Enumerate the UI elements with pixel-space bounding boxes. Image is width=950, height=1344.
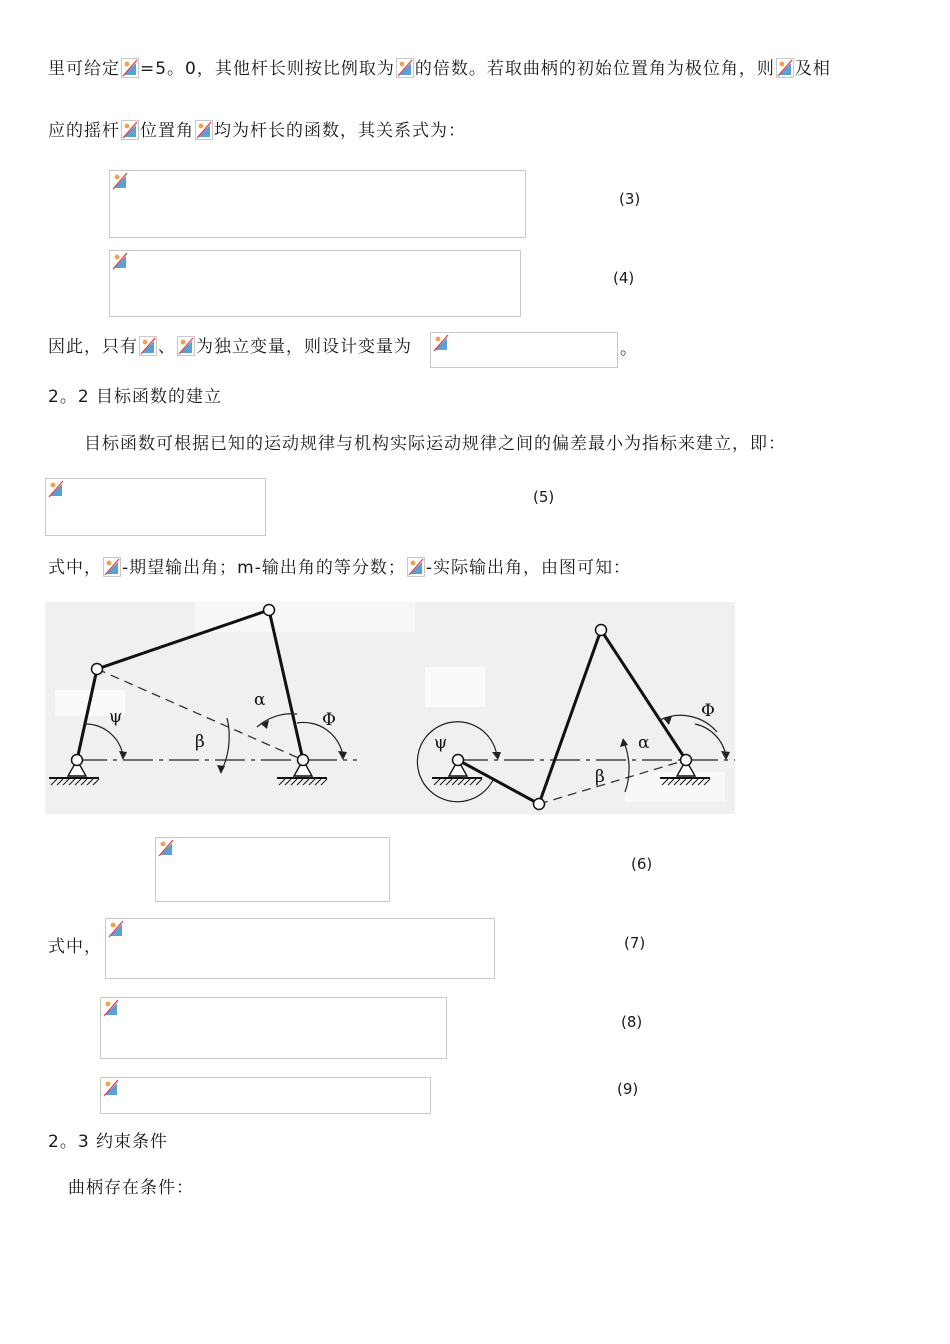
text-segment: 因此，只有 [48, 337, 138, 357]
equation-image-7 [105, 918, 495, 979]
psi-label: ψ [434, 733, 448, 753]
broken-image-icon [112, 252, 128, 270]
broken-image-icon [139, 336, 157, 356]
broken-image-icon [121, 58, 139, 78]
broken-image-icon [776, 58, 794, 78]
para4-line: 式中， [48, 937, 102, 957]
text-segment: 的倍数。若取曲柄的初始位置角为极位角，则 [414, 59, 775, 79]
alpha-label: α [638, 733, 650, 753]
broken-image-icon [407, 557, 425, 577]
equation-number-7: (7) [624, 934, 646, 952]
broken-image-icon [108, 920, 124, 938]
broken-image-icon [396, 58, 414, 78]
phi-label: Φ [322, 710, 336, 730]
text-segment: 为独立变量，则设计变量为 [196, 337, 412, 357]
design-variable-image [430, 332, 618, 368]
equation-image-8 [100, 997, 447, 1059]
broken-image-icon [103, 999, 119, 1017]
para1-line1 [48, 54, 831, 79]
text-segment: 里可给定 [48, 59, 120, 79]
broken-image-icon [103, 557, 121, 577]
para2-line [48, 332, 412, 357]
para3-line [48, 553, 631, 578]
equation-image-3 [109, 170, 526, 238]
text-segment: 及相 [794, 59, 831, 79]
broken-image-icon [121, 120, 139, 140]
text-segment: 位置角 [140, 121, 194, 141]
alpha-label: α [254, 690, 266, 710]
equation-number-5: (5) [533, 488, 555, 506]
beta-label: β [595, 767, 605, 787]
text-segment: 、 [158, 337, 176, 357]
equation-image-6 [155, 837, 390, 902]
equation-image-4 [109, 250, 521, 317]
beta-label: β [195, 732, 205, 752]
section-2-3-body: 曲柄存在条件： [68, 1178, 194, 1198]
broken-image-icon [48, 480, 64, 498]
equation-image-5 [45, 478, 266, 536]
equation-number-3: (3) [619, 190, 641, 208]
equation-number-6: (6) [631, 855, 653, 873]
text-segment: -期望输出角；m-输出角的等分数； [122, 558, 406, 578]
psi-label: ψ [109, 707, 123, 727]
section-heading-2-3: 2。3 约束条件 [48, 1132, 169, 1152]
section-heading-2-2: 2。2 目标函数的建立 [48, 387, 223, 407]
equation-number-4: (4) [613, 269, 635, 287]
broken-image-icon [112, 172, 128, 190]
para1-line2 [48, 116, 466, 141]
section-2-2-body: 目标函数可根据已知的运动规律与机构实际运动规律之间的偏差最小为指标来建立，即： [84, 434, 786, 454]
broken-image-icon [177, 336, 195, 356]
period-text: 。 [620, 339, 637, 359]
phi-label: Φ [701, 701, 715, 721]
text-segment: 应的摇杆 [48, 121, 120, 141]
text-segment: 均为杆长的函数，其关系式为： [214, 121, 466, 141]
text-segment: 式中， [48, 558, 102, 578]
equation-number-9: (9) [617, 1080, 639, 1098]
four-bar-linkage-figure [45, 602, 735, 814]
broken-image-icon [433, 334, 449, 352]
broken-image-icon [195, 120, 213, 140]
broken-image-icon [158, 839, 174, 857]
equation-number-8: (8) [621, 1013, 643, 1031]
equation-image-9 [100, 1077, 431, 1114]
broken-image-icon [103, 1079, 119, 1097]
text-segment: =5。0，其他杆长则按比例取为 [140, 59, 395, 79]
text-segment: -实际输出角，由图可知： [425, 558, 631, 578]
